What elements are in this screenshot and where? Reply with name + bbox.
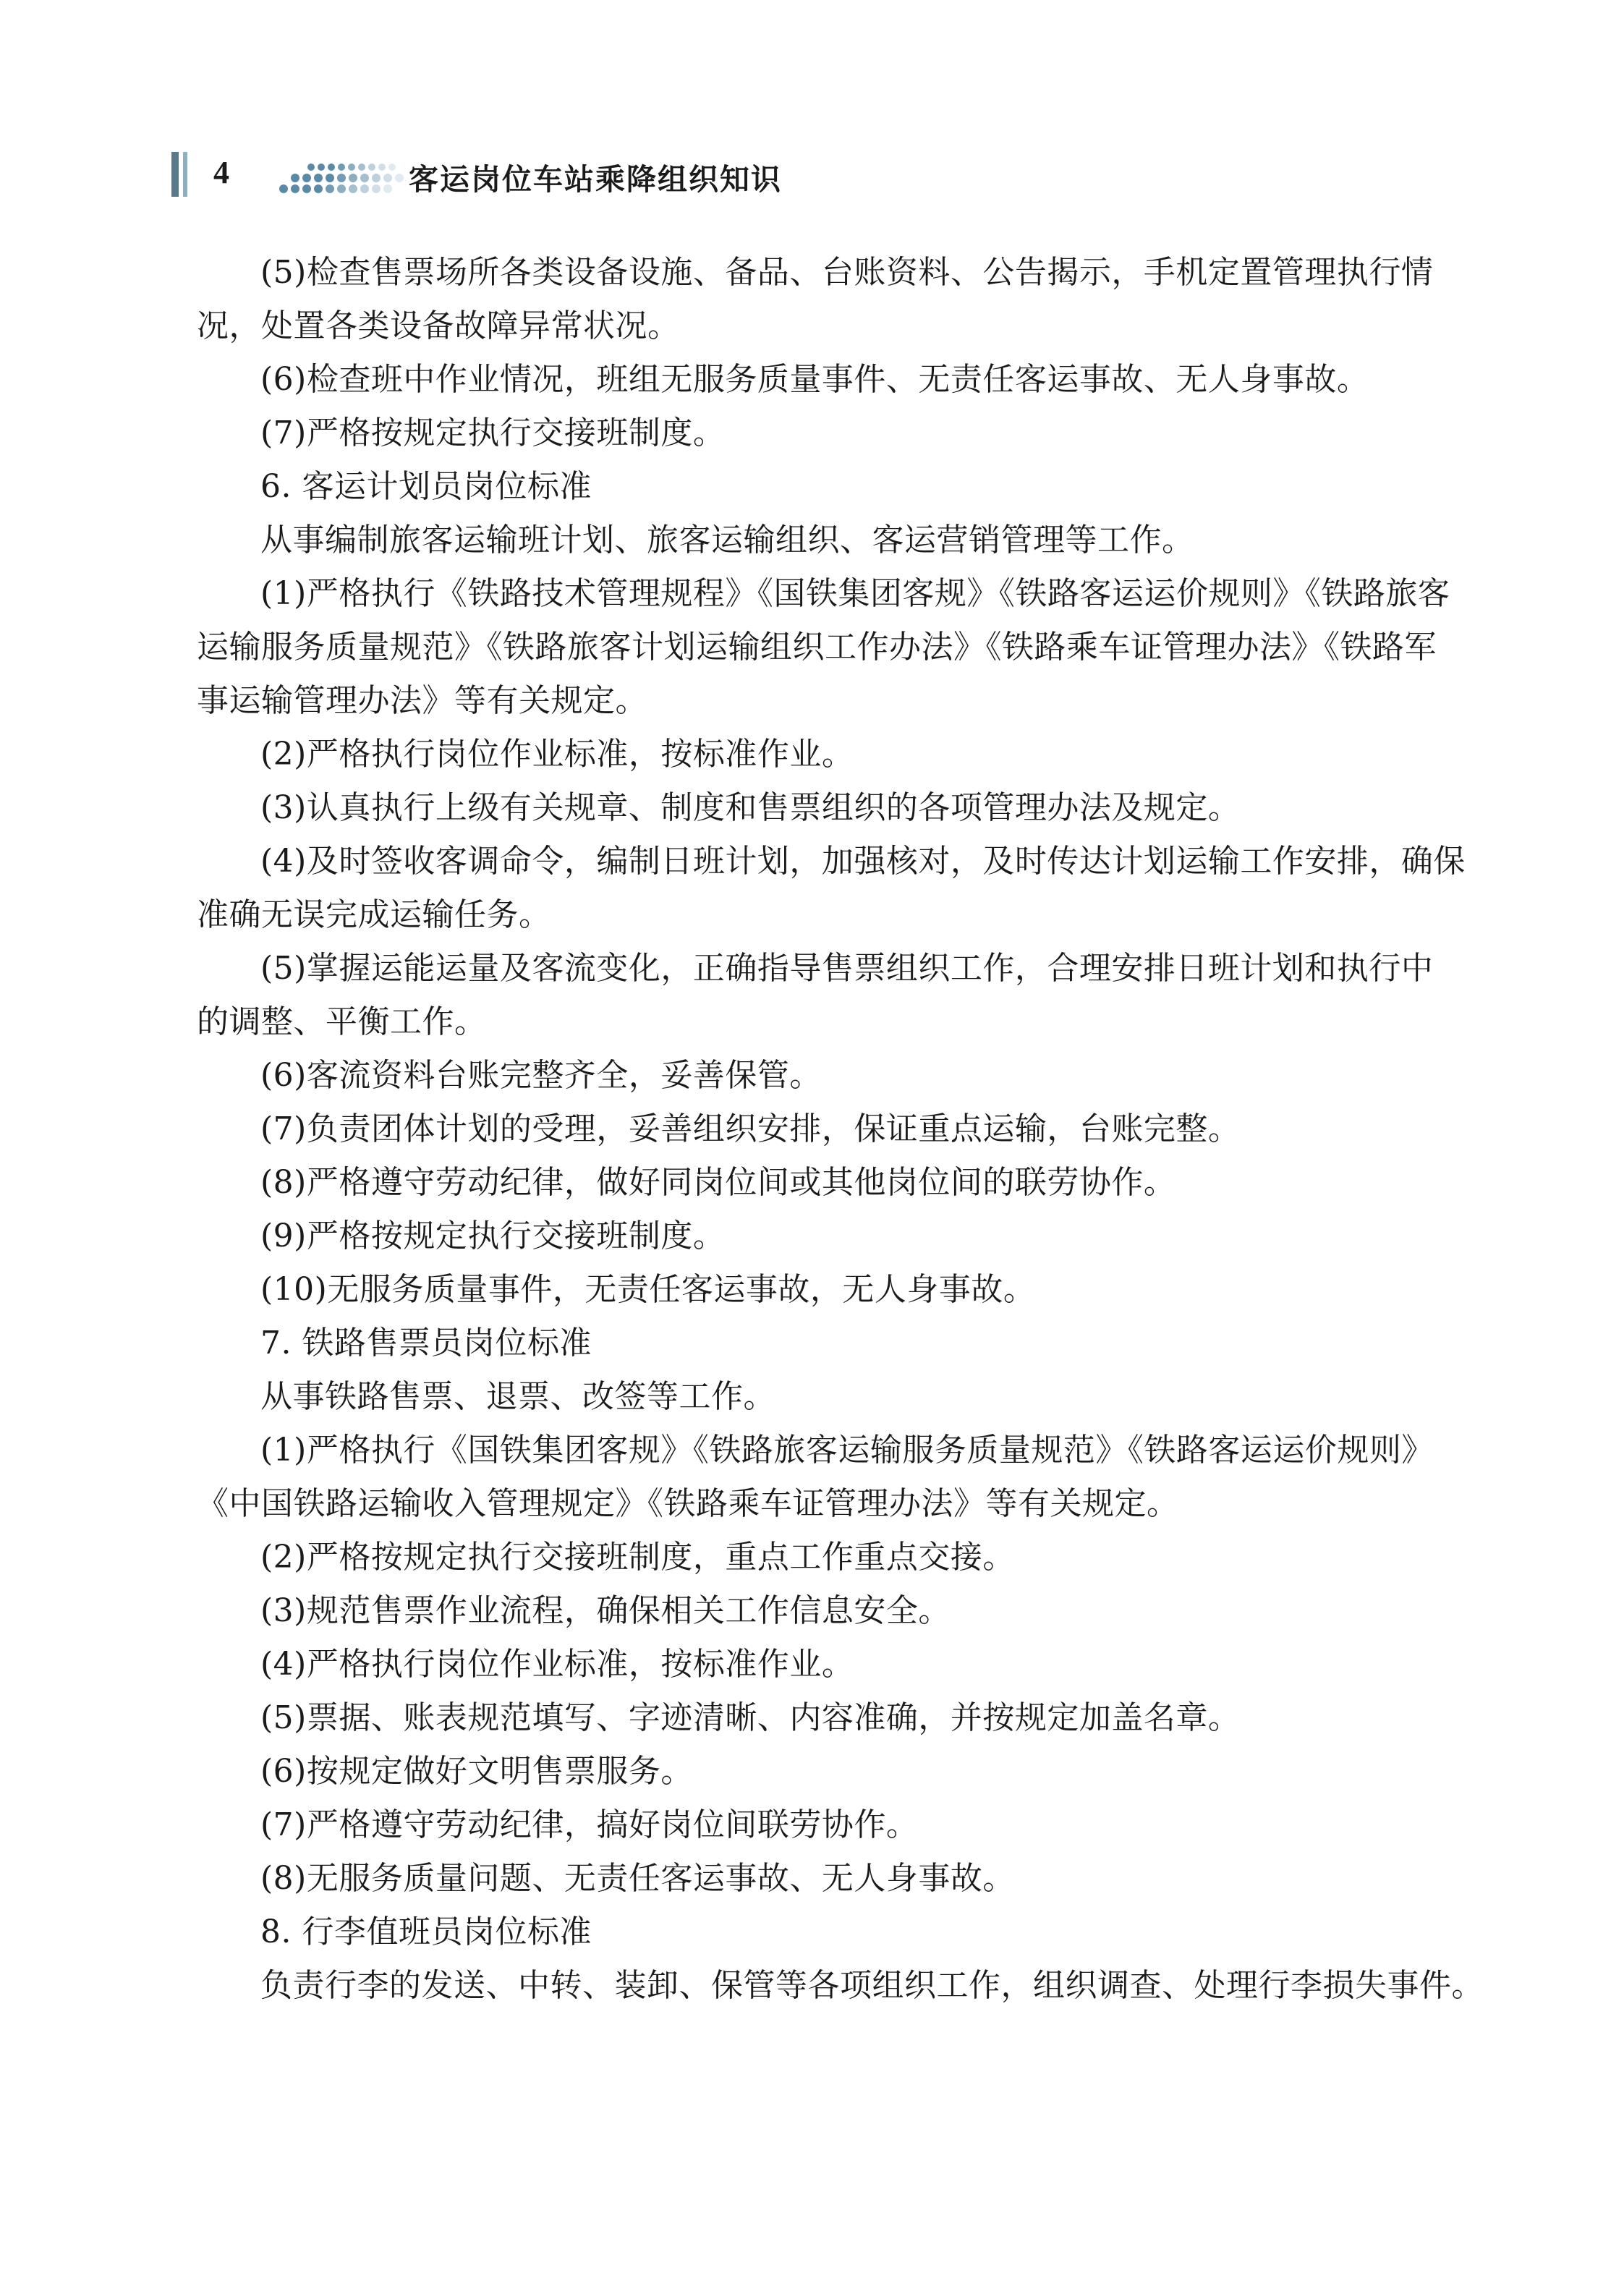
text-line: (5)检查售票场所各类设备设施、备品、台账资料、公告揭示，手机定置管理执行情 <box>260 254 1434 291</box>
text-line: (9)严格按规定执行交接班制度。 <box>260 1218 726 1254</box>
text-line: (10)无服务质量事件，无责任客运事故，无人身事故。 <box>260 1271 1036 1308</box>
header-bar-decoration <box>171 152 179 197</box>
text-line: (2)严格执行岗位作业标准，按标准作业。 <box>260 736 854 773</box>
text-line: (6)按规定做好文明售票服务。 <box>260 1753 693 1790</box>
text-line: (7)严格按规定执行交接班制度。 <box>260 415 726 451</box>
text-line: 事运输管理办法》等有关规定。 <box>197 682 647 719</box>
text-line: (5)票据、账表规范填写、字迹清晰、内容准确，并按规定加盖名章。 <box>260 1699 1241 1736</box>
text-line: 8. 行李值班员岗位标准 <box>260 1913 592 1950</box>
text-line: 准确无误完成运输任务。 <box>197 896 551 933</box>
text-line: (7)负责团体计划的受理，妥善组织安排，保证重点运输，台账完整。 <box>260 1110 1241 1147</box>
text-line: 《中国铁路运输收入管理规定》《铁路乘车证管理办法》等有关规定。 <box>197 1485 1179 1522</box>
text-line: 负责行李的发送、中转、装卸、保管等各项组织工作，组织调查、处理行李损失事件。 <box>260 1967 1484 2004</box>
text-line: 况，处置各类设备故障异常状况。 <box>197 307 680 344</box>
text-line: (6)检查班中作业情况，班组无服务质量事件、无责任客运事故、无人身事故。 <box>260 361 1369 398</box>
page-number: 4 <box>213 155 229 190</box>
text-line: 从事铁路售票、退票、改签等工作。 <box>260 1378 775 1415</box>
text-line: (3)规范售票作业流程，确保相关工作信息安全。 <box>260 1592 951 1629</box>
body-text <box>197 246 1484 2013</box>
text-line: 7. 铁路售票员岗位标准 <box>260 1325 592 1361</box>
text-line: (8)严格遵守劳动纪律，做好同岗位间或其他岗位间的联劳协作。 <box>260 1164 1176 1201</box>
text-line: (3)认真执行上级有关规章、制度和售票组织的各项管理办法及规定。 <box>260 789 1241 826</box>
text-line: 从事编制旅客运输班计划、旅客运输组织、客运营销管理等工作。 <box>260 522 1194 558</box>
running-header-title: 客运岗位车站乘降组织知识 <box>409 162 782 197</box>
text-line: (1)严格执行《铁路技术管理规程》《国铁集团客规》《铁路客运运价规则》《铁路旅客 <box>260 575 1450 612</box>
header-bar-decoration-light <box>183 152 187 197</box>
text-line: 的调整、平衡工作。 <box>197 1003 487 1040</box>
text-line: (1)严格执行《国铁集团客规》《铁路旅客运输服务质量规范》《铁路客运运价规则》 <box>260 1432 1434 1469</box>
text-line: (2)严格按规定执行交接班制度，重点工作重点交接。 <box>260 1539 1015 1576</box>
text-line: (4)严格执行岗位作业标准，按标准作业。 <box>260 1646 854 1683</box>
text-line: 运输服务质量规范》《铁路旅客计划运输组织工作办法》《铁路乘车证管理办法》《铁路军 <box>197 629 1437 666</box>
text-line: (4)及时签收客调命令，编制日班计划，加强核对，及时传达计划运输工作安排，确保 <box>260 843 1466 880</box>
text-line: (7)严格遵守劳动纪律，搞好岗位间联劳协作。 <box>260 1806 919 1843</box>
running-header <box>171 148 1474 199</box>
text-line: (6)客流资料台账完整齐全，妥善保管。 <box>260 1057 822 1094</box>
text-line: (8)无服务质量问题、无责任客运事故、无人身事故。 <box>260 1860 1015 1897</box>
text-line: (5)掌握运能运量及客流变化，正确指导售票组织工作，合理安排日班计划和执行中 <box>260 950 1434 987</box>
text-line: 6. 客运计划员岗位标准 <box>260 468 592 505</box>
